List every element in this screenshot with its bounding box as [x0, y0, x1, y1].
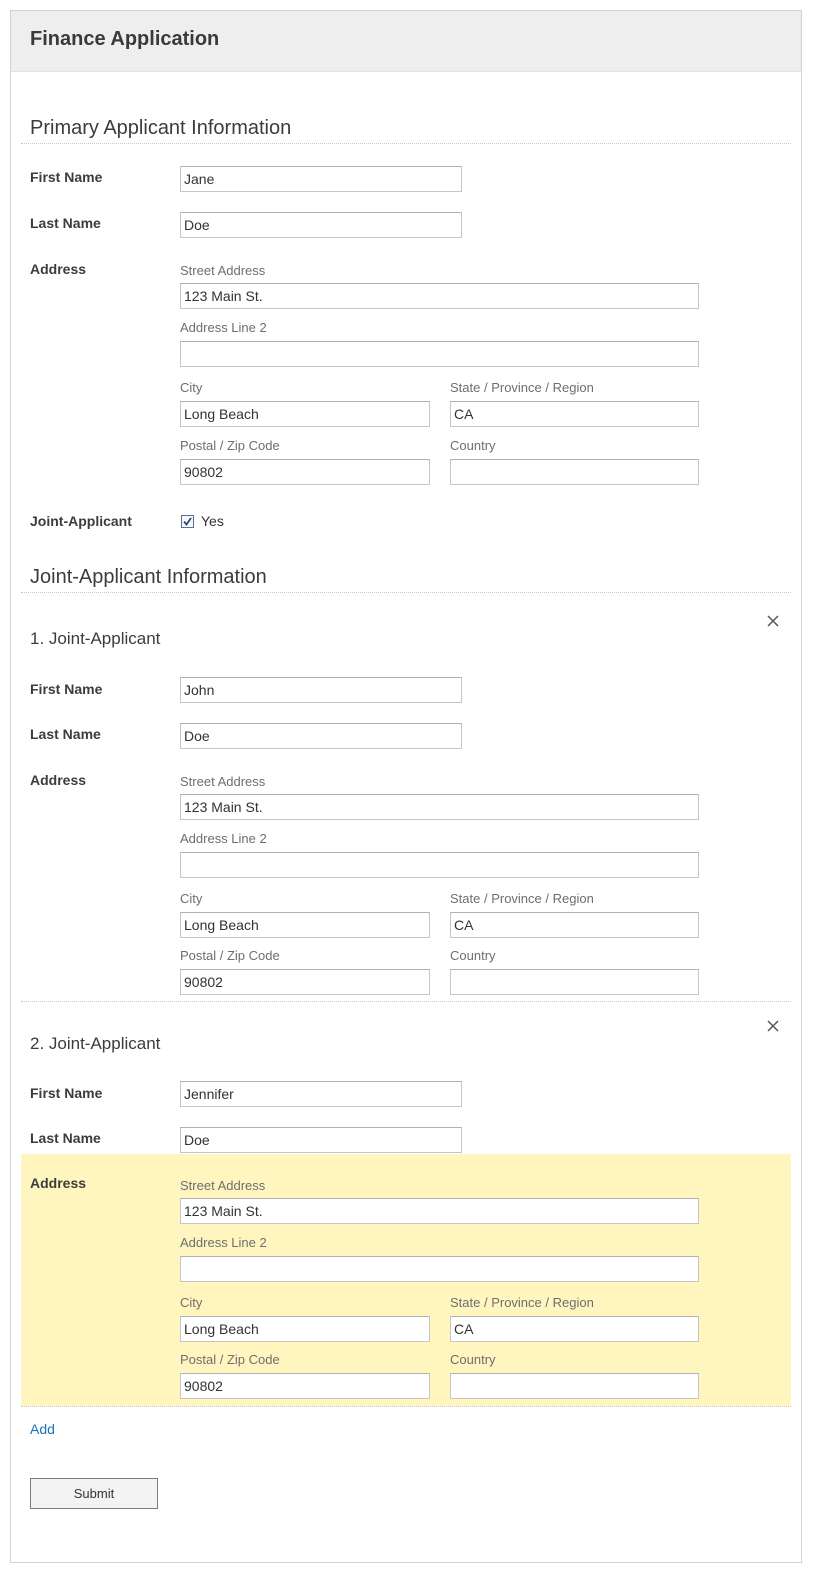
street-address-input[interactable]: 123 Main St. [180, 283, 699, 309]
state-input[interactable]: CA [450, 1316, 699, 1342]
primary-section-title: Primary Applicant Information [30, 117, 292, 139]
street-address-label: Street Address [180, 263, 266, 278]
address-line2-input[interactable] [180, 852, 699, 878]
last-name-input[interactable]: Doe [180, 1127, 462, 1153]
city-label: City [180, 380, 203, 395]
first-name-label: First Name [30, 681, 103, 697]
form-title: Finance Application [30, 28, 220, 50]
applicant-divider [21, 1001, 791, 1002]
zip-label: Postal / Zip Code [180, 438, 280, 453]
section-divider [21, 592, 791, 593]
city-input[interactable]: Long Beach [180, 401, 430, 427]
first-name-input[interactable]: John [180, 677, 462, 703]
city-label: City [180, 891, 203, 906]
address-line2-label: Address Line 2 [180, 320, 267, 335]
joint-applicant-label: Joint-Applicant [30, 513, 132, 529]
add-applicant-link[interactable]: Add [30, 1421, 55, 1437]
joint-section-title: Joint-Applicant Information [30, 566, 267, 588]
country-label: Country [450, 948, 496, 963]
first-name-label: First Name [30, 1085, 103, 1101]
state-label: State / Province / Region [450, 1295, 594, 1310]
address-label: Address [30, 261, 87, 277]
street-address-label: Street Address [180, 774, 266, 789]
country-input[interactable] [450, 1373, 699, 1399]
last-name-label: Last Name [30, 1130, 101, 1146]
remove-applicant-button[interactable] [766, 1019, 780, 1033]
first-name-label: First Name [30, 169, 103, 185]
checkmark-icon [182, 516, 193, 527]
state-input[interactable]: CA [450, 912, 699, 938]
street-address-input[interactable]: 123 Main St. [180, 1198, 699, 1224]
form-container [10, 10, 802, 1563]
country-label: Country [450, 1352, 496, 1367]
last-name-input[interactable]: Doe [180, 212, 462, 238]
close-icon [766, 614, 780, 628]
first-name-input[interactable]: Jane [180, 166, 462, 192]
state-label: State / Province / Region [450, 380, 594, 395]
state-input[interactable]: CA [450, 401, 699, 427]
submit-button[interactable]: Submit [30, 1478, 158, 1509]
joint-applicant-checkbox[interactable] [181, 515, 194, 528]
form-header [11, 11, 801, 72]
street-address-input[interactable]: 123 Main St. [180, 794, 699, 820]
address-label: Address [30, 1175, 87, 1191]
street-address-label: Street Address [180, 1178, 266, 1193]
city-input[interactable]: Long Beach [180, 1316, 430, 1342]
zip-input[interactable]: 90802 [180, 969, 430, 995]
zip-input[interactable]: 90802 [180, 1373, 430, 1399]
state-label: State / Province / Region [450, 891, 594, 906]
city-input[interactable]: Long Beach [180, 912, 430, 938]
last-name-label: Last Name [30, 726, 101, 742]
country-input[interactable] [450, 969, 699, 995]
address-line2-label: Address Line 2 [180, 831, 267, 846]
applicant-divider [21, 1406, 791, 1407]
zip-label: Postal / Zip Code [180, 1352, 280, 1367]
joint-applicant-heading: 2. Joint-Applicant [30, 1034, 161, 1053]
remove-applicant-button[interactable] [766, 614, 780, 628]
address-label: Address [30, 772, 87, 788]
first-name-input[interactable]: Jennifer [180, 1081, 462, 1107]
zip-input[interactable]: 90802 [180, 459, 430, 485]
last-name-input[interactable]: Doe [180, 723, 462, 749]
country-input[interactable] [450, 459, 699, 485]
close-icon [766, 1019, 780, 1033]
joint-applicant-option-label[interactable]: Yes [201, 513, 224, 529]
country-label: Country [450, 438, 496, 453]
address-line2-input[interactable] [180, 1256, 699, 1282]
zip-label: Postal / Zip Code [180, 948, 280, 963]
last-name-label: Last Name [30, 215, 101, 231]
address-line2-label: Address Line 2 [180, 1235, 267, 1250]
address-line2-input[interactable] [180, 341, 699, 367]
section-divider [21, 143, 791, 144]
city-label: City [180, 1295, 203, 1310]
joint-applicant-heading: 1. Joint-Applicant [30, 629, 161, 648]
